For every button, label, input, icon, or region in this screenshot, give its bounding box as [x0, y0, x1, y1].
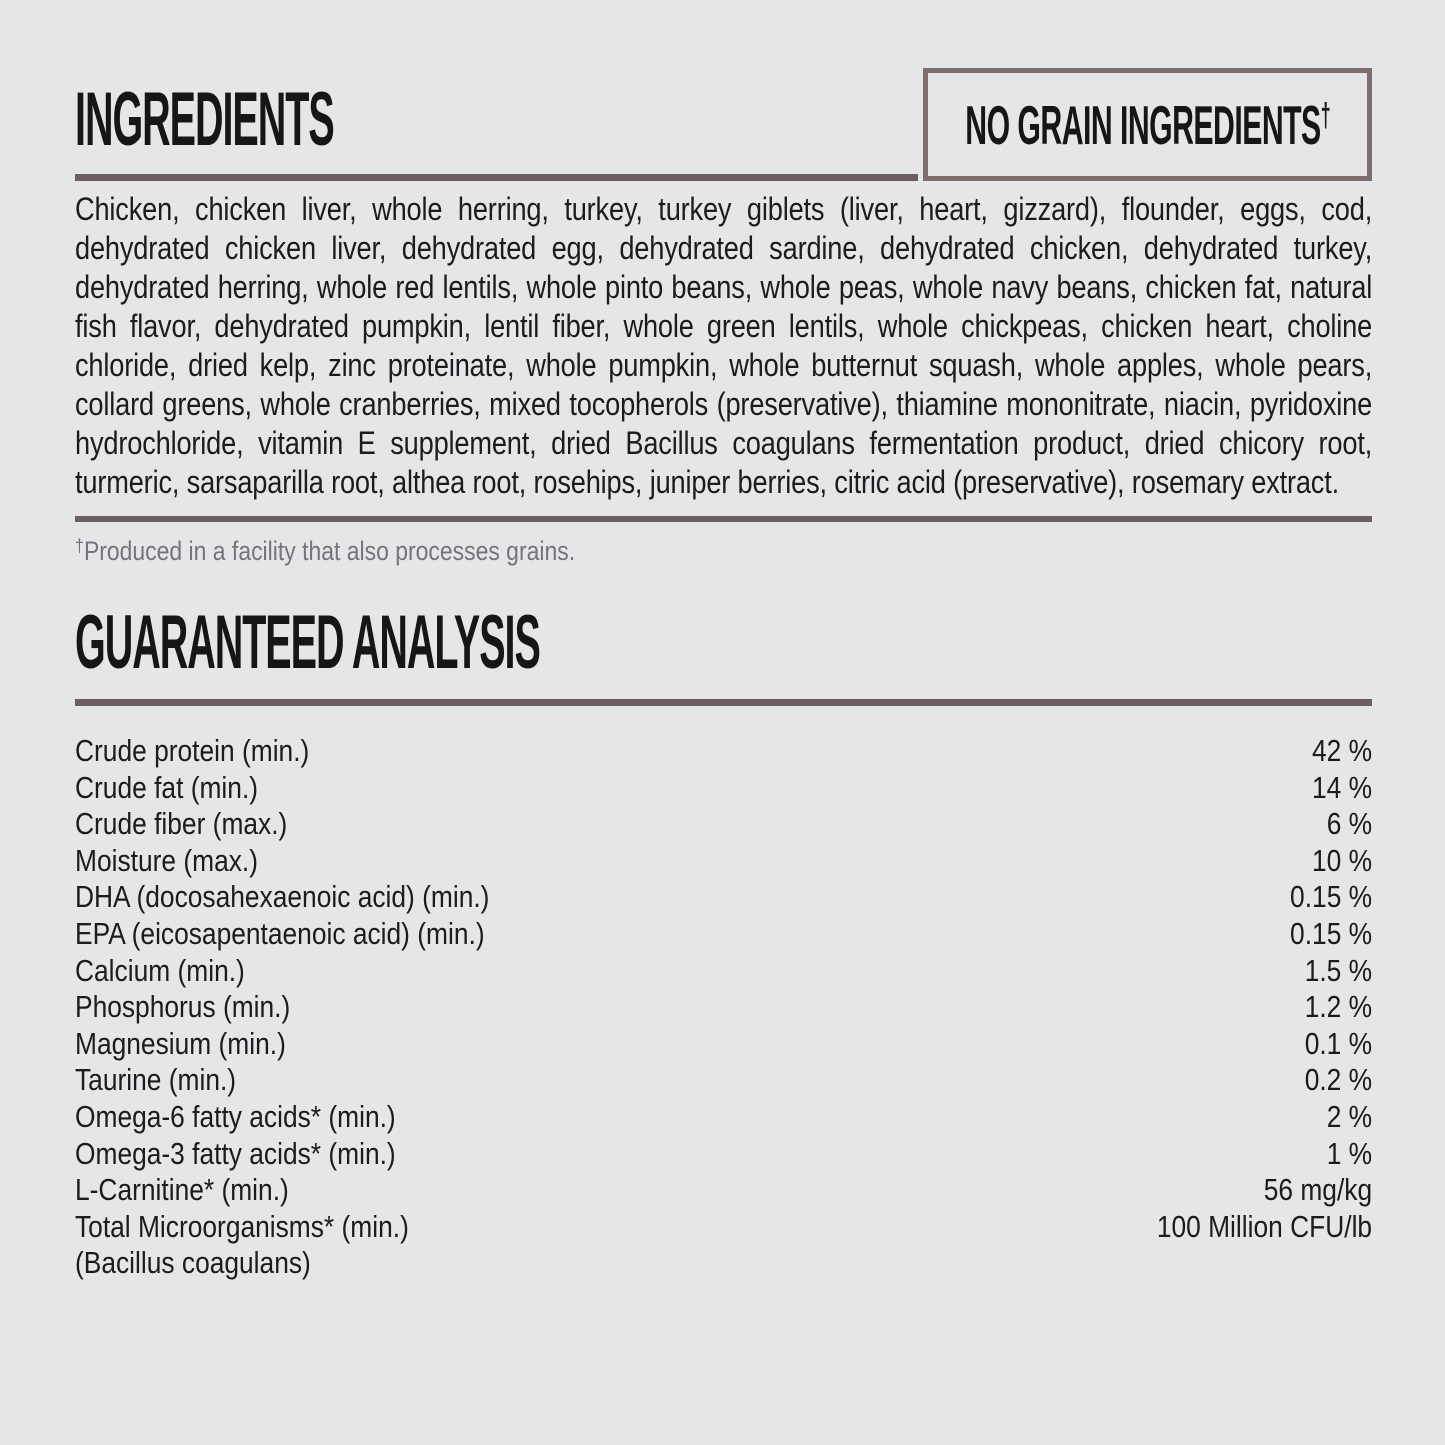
guaranteed-analysis-title: GUARANTEED ANALYSIS: [75, 600, 540, 685]
analysis-row: [75, 733, 1372, 770]
analysis-row-label: Omega-6 fatty acids* (min.): [75, 1098, 396, 1134]
analysis-row-value: 1.5 %: [1304, 952, 1373, 988]
analysis-row: [75, 1062, 1372, 1099]
analysis-row-value: 0.15 %: [1290, 879, 1373, 915]
analysis-row-value: 42 %: [1312, 733, 1373, 768]
footnote-text: Produced in a facility that also processes grains.: [83, 536, 576, 566]
content-column: [75, 190, 1372, 1282]
analysis-row-label: Crude protein (min.): [75, 733, 310, 768]
analysis-row-value: 14 %: [1312, 769, 1373, 805]
analysis-row: [75, 1136, 1372, 1173]
analysis-row-label: Crude fiber (max.): [75, 806, 288, 842]
analysis-row-label: Phosphorus (min.): [75, 989, 291, 1025]
analysis-row-label: DHA (docosahexaenoic acid) (min.): [75, 879, 490, 915]
analysis-row: [75, 1172, 1372, 1209]
analysis-row: [75, 806, 1372, 843]
analysis-row-value: 2 %: [1326, 1098, 1373, 1134]
ingredients-section-title: INGREDIENTS: [75, 77, 334, 162]
analysis-row: [75, 879, 1372, 916]
analysis-row: [75, 843, 1372, 880]
ingredients-paragraph: Chicken, chicken liver, whole herring, turkey, turkey giblets (liver, heart, gizzard), flounder, eggs, cod, dehydrated chicken liver, dehydrated egg, dehydrated sardine, dehydrated chicken, dehydrated turkey, dehydrated herring, whole red lentils, whole pinto beans, whole peas, whole navy beans, chicken fat, natural fish flavor, dehydrated pumpkin, lentil fiber, whole green lentils, whole chickpeas, chicken heart, choline chloride, dried kelp, zinc proteinate, whole pumpkin, whole butternut squash, whole apples, whole pears, collard greens, whole cranberries, mixed tocopherols (preservative), thiamine mononitrate, niacin, pyridoxine hydrochloride, vitamin E supplement, dried Bacillus coagulans fermentation product, dried chicory root, turmeric, sarsaparilla root, althea root, rosehips, juniper berries, citric acid (preservative), rosemary extract.: [75, 191, 1373, 500]
analysis-row-label: Moisture (max.): [75, 842, 259, 878]
analysis-row: [75, 953, 1372, 990]
analysis-row-label: L-Carnitine* (min.): [75, 1172, 289, 1208]
analysis-row-label: Omega-3 fatty acids* (min.): [75, 1135, 396, 1171]
no-grain-badge: [923, 68, 1372, 181]
analysis-row: [75, 1209, 1372, 1246]
analysis-row-value: 1.2 %: [1304, 989, 1373, 1025]
analysis-row-value: 0.1 %: [1304, 1025, 1373, 1061]
no-grain-badge-dagger: †: [1320, 95, 1330, 133]
analysis-row-label: Crude fat (min.): [75, 769, 259, 805]
analysis-row-label: Taurine (min.): [75, 1062, 237, 1098]
grain-facility-footnote: [75, 531, 1372, 567]
analysis-title-block: [75, 600, 1372, 685]
analysis-row-value: 56 mg/kg: [1263, 1172, 1373, 1208]
analysis-row-value: 0.15 %: [1290, 915, 1373, 951]
analysis-row-value: 0.2 %: [1304, 1062, 1373, 1098]
guaranteed-analysis-table: [75, 733, 1372, 1282]
analysis-row: [75, 1099, 1372, 1136]
analysis-row: [75, 770, 1372, 807]
divider-under-ingredients-title: [75, 174, 918, 181]
analysis-row-value: 6 %: [1326, 806, 1373, 842]
analysis-row-label: EPA (eicosapentaenoic acid) (min.): [75, 915, 485, 951]
analysis-row-label: Calcium (min.): [75, 952, 245, 988]
analysis-row-label: Total Microorganisms* (min.): [75, 1208, 409, 1244]
analysis-row-value: 1 %: [1326, 1135, 1373, 1171]
analysis-row: [75, 989, 1372, 1026]
footnote-dagger: †: [75, 536, 84, 557]
analysis-row-label: (Bacillus coagulans): [75, 1245, 311, 1281]
divider-under-analysis-title: [75, 699, 1372, 706]
no-grain-badge-text: [965, 93, 1330, 157]
divider-above-footnote: [75, 516, 1372, 522]
analysis-row-label: Magnesium (min.): [75, 1025, 286, 1061]
analysis-row: [75, 1026, 1372, 1063]
analysis-row-value: 10 %: [1312, 842, 1373, 878]
no-grain-badge-label: NO GRAIN INGREDIENTS: [965, 93, 1321, 156]
analysis-row-value: 100 Million CFU/lb: [1156, 1208, 1373, 1244]
analysis-row: [75, 1245, 1372, 1282]
analysis-row: [75, 916, 1372, 953]
